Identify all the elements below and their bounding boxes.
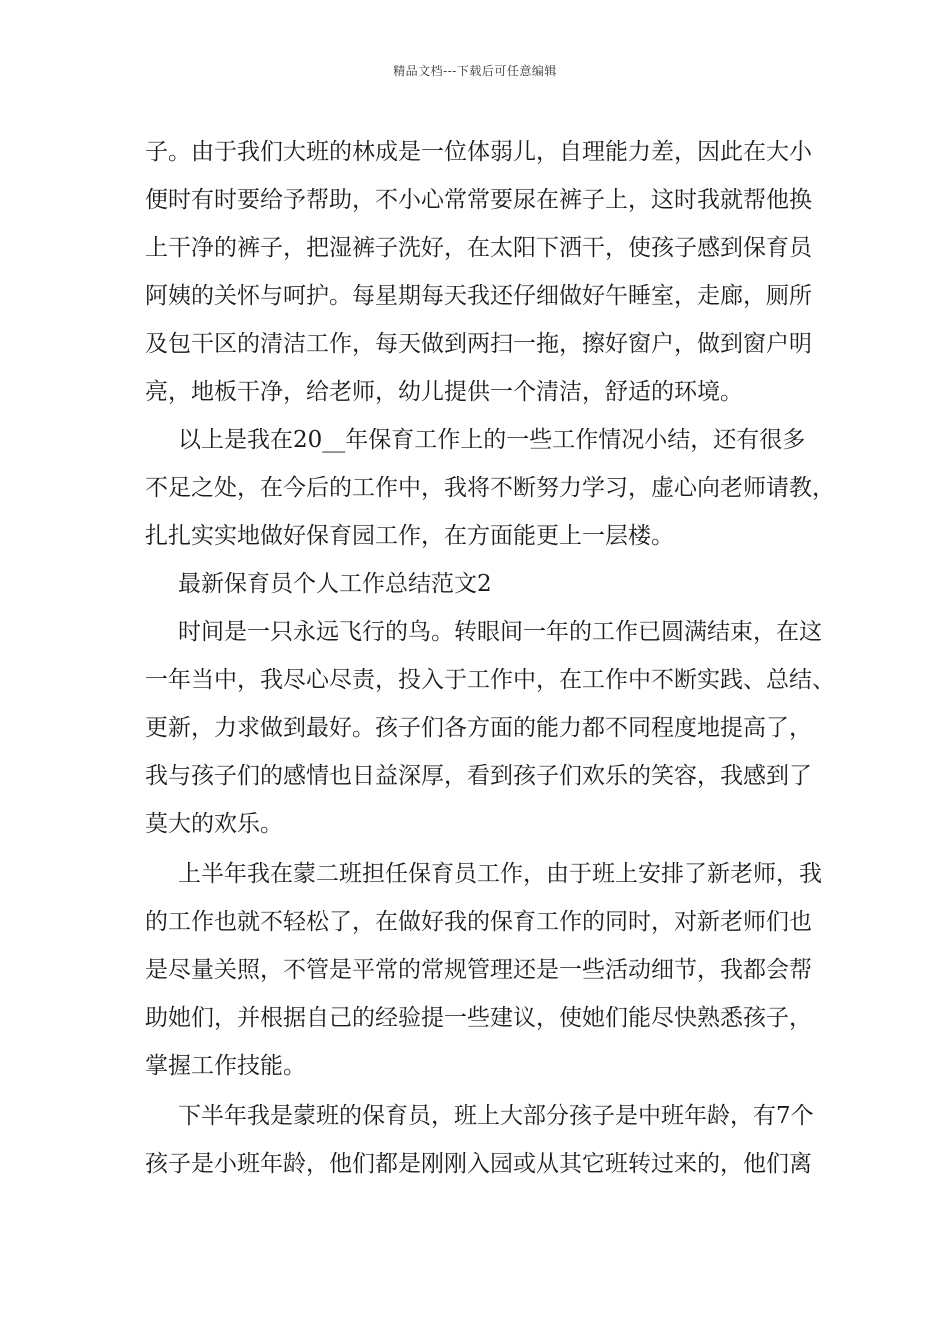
text-line: 下半年我是蒙班的保育员，班上大部分孩子是中班年龄，有7个 (178, 1103, 814, 1129)
text-line: 时间是一只永远飞行的鸟。转眼间一年的工作已圆满结束，在这 (178, 619, 822, 645)
page-header: 精品文档---下载后可任意编辑 (393, 64, 557, 78)
text-line: 扎扎实实地做好保育园工作，在方面能更上一层楼。 (145, 523, 674, 549)
text-line: 孩子是小班年龄，他们都是刚刚入园或从其它班转过来的，他们离 (145, 1151, 812, 1177)
text-line: 不足之处，在今后的工作中，我将不断努力学习，虚心向老师请教， (145, 475, 835, 501)
text-line: 上半年我在蒙二班担任保育员工作，由于班上安排了新老师，我 (178, 861, 822, 887)
text-line: 我与孩子们的感情也日益深厚，看到孩子们欢乐的笑容，我感到了 (145, 763, 812, 789)
text-line: 莫大的欢乐。 (145, 811, 283, 837)
text-line: 阿姨的关怀与呵护。每星期每天我还仔细做好午睡室，走廊，厕所 (145, 283, 812, 309)
text-line: 以上是我在20__年保育工作上的一些工作情况小结，还有很多 (178, 427, 806, 453)
paragraph-3 (145, 608, 835, 848)
text-line: 及包干区的清洁工作，每天做到两扫一拖，擦好窗户，做到窗户明 (145, 331, 812, 357)
text-line: 掌握工作技能。 (145, 1053, 306, 1079)
paragraph-5 (145, 1092, 835, 1188)
text-line: 便时有时要给予帮助，不小心常常要尿在裤子上，这时我就帮他换 (145, 187, 812, 213)
text-line: 亮，地板干净，给老师，幼儿提供一个清洁，舒适的环境。 (145, 379, 743, 405)
paragraph-2 (145, 416, 835, 560)
paragraph-1 (145, 128, 835, 416)
text-line: 一年当中，我尽心尽责，投入于工作中，在工作中不断实践、总结、 (145, 667, 835, 693)
text-line: 上干净的裤子，把湿裤子洗好，在太阳下洒干，使孩子感到保育员 (145, 235, 812, 261)
text-line: 子。由于我们大班的林成是一位体弱儿，自理能力差，因此在大小 (145, 139, 812, 165)
document-body (145, 128, 835, 1188)
text-line: 的工作也就不轻松了，在做好我的保育工作的同时，对新老师们也 (145, 909, 812, 935)
text-line: 更新，力求做到最好。孩子们各方面的能力都不同程度地提高了， (145, 715, 812, 741)
paragraph-4 (145, 850, 835, 1090)
heading-text: 最新保育员个人工作总结范文2 (178, 571, 492, 597)
section-heading (145, 560, 835, 608)
text-line: 助她们，并根据自己的经验提一些建议，使她们能尽快熟悉孩子， (145, 1005, 812, 1031)
text-line: 是尽量关照，不管是平常的常规管理还是一些活动细节，我都会帮 (145, 957, 812, 983)
